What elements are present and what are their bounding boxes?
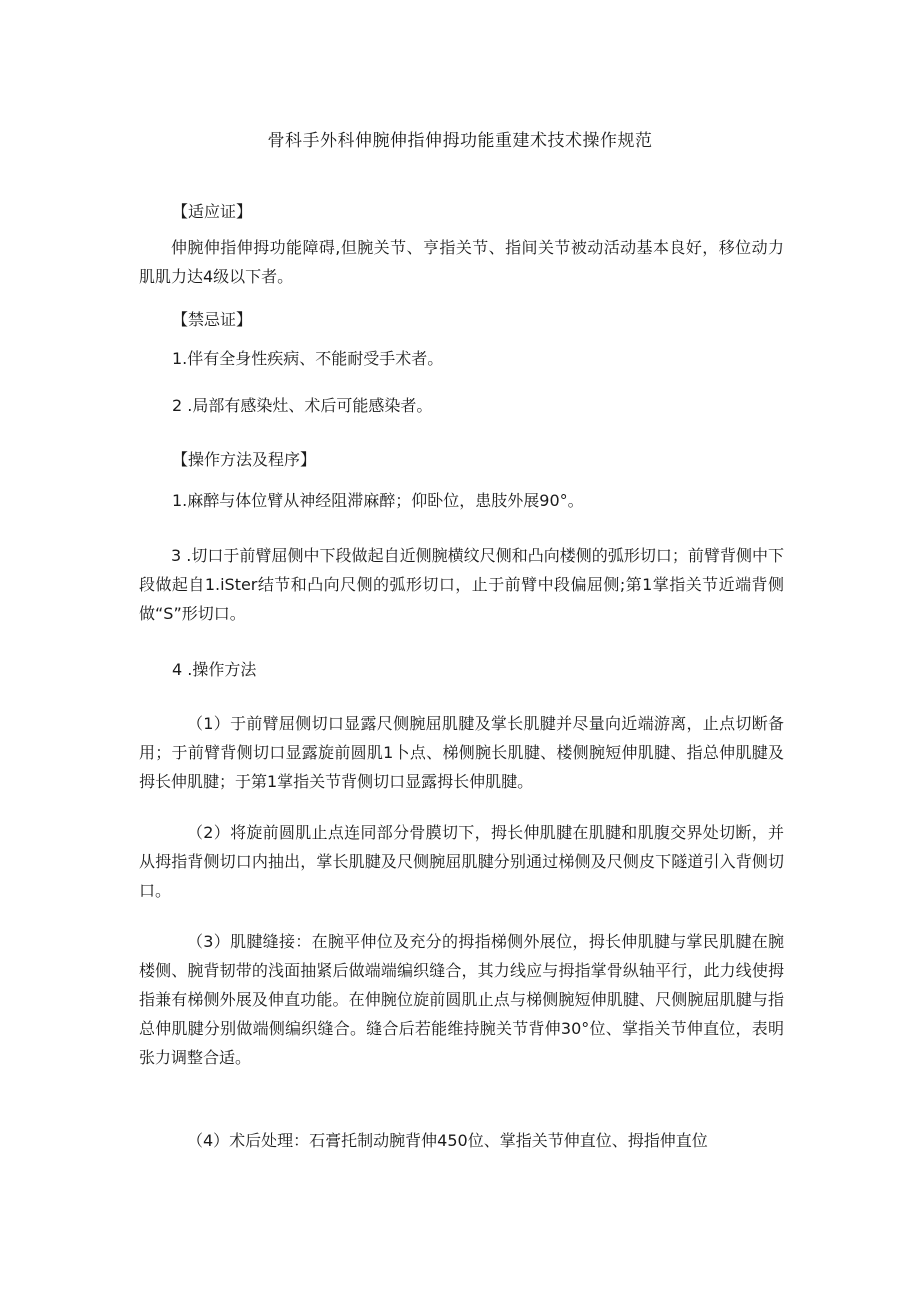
procedure-step-3: 3 .切口于前臂屈侧中下段做起自近侧腕横纹尺侧和凸向楼侧的弧形切口；前臂背侧中下段做起自1.iSter结节和凸向尺侧的弧形切口，止于前臂中段偏屈侧;第1掌指关节近端背侧做“S”形切口。 bbox=[139, 546, 784, 623]
contraindication-item-1: 1.伴有全身性疾病、不能耐受手术者。 bbox=[172, 349, 444, 368]
contraindication-item-2: 2 .局部有感染灶、术后可能感染者。 bbox=[172, 396, 433, 415]
procedure-substep-1: （1）于前臂屈侧切口显露尺侧腕屈肌腱及掌长肌腱并尽量向近端游离，止点切断备用；于前臂背侧切口显露旋前圆肌1卜点、梯侧腕长肌腱、楼侧腕短伸肌腱、指总伸肌腱及拇长伸肌腱；于第1掌指关节背侧切口显露拇长伸肌腱。 bbox=[139, 714, 784, 791]
contraindications-heading: 【禁忌证】 bbox=[172, 310, 253, 329]
procedure-heading: 【操作方法及程序】 bbox=[172, 450, 317, 469]
indications-paragraph: 伸腕伸指伸拇功能障碍,但腕关节、亨指关节、指间关节被动活动基本良好，移位动力肌肌力达4级以下者。 bbox=[139, 238, 784, 286]
procedure-substep-4: （4）术后处理：石膏托制动腕背伸450位、掌指关节伸直位、拇指伸直位 bbox=[187, 1131, 708, 1150]
procedure-step-1: 1.麻醉与体位臂从神经阻滞麻醉；仰卧位，患肢外展90°。 bbox=[172, 491, 584, 510]
document-title: 骨科手外科伸腕伸指伸拇功能重建术技术操作规范 bbox=[267, 131, 653, 151]
procedure-substep-2: （2）将旋前圆肌止点连同部分骨膜切下，拇长伸肌腱在肌腱和肌腹交界处切断，并从拇指背侧切口内抽出，掌长肌腱及尺侧腕屈肌腱分别通过梯侧及尺侧皮下隧道引入背侧切口。 bbox=[139, 823, 784, 900]
procedure-substep-3: （3）肌腱缝接：在腕平伸位及充分的拇指梯侧外展位，拇长伸肌腱与掌民肌腱在腕楼侧、腕背韧带的浅面抽紧后做端端编织缝合，其力线应与拇指掌骨纵轴平行，此力线使拇指兼有梯侧外展及伸直功能。在伸腕位旋前圆肌止点与梯侧腕短伸肌腱、尺侧腕屈肌腱与指总伸肌腱分别做端侧编织缝合。缝合后若能维持腕关节背伸30°位、掌指关节伸直位，表明张力调整合适。 bbox=[139, 932, 784, 1067]
indications-heading: 【适应证】 bbox=[172, 202, 253, 221]
procedure-step-4: 4 .操作方法 bbox=[172, 660, 257, 679]
